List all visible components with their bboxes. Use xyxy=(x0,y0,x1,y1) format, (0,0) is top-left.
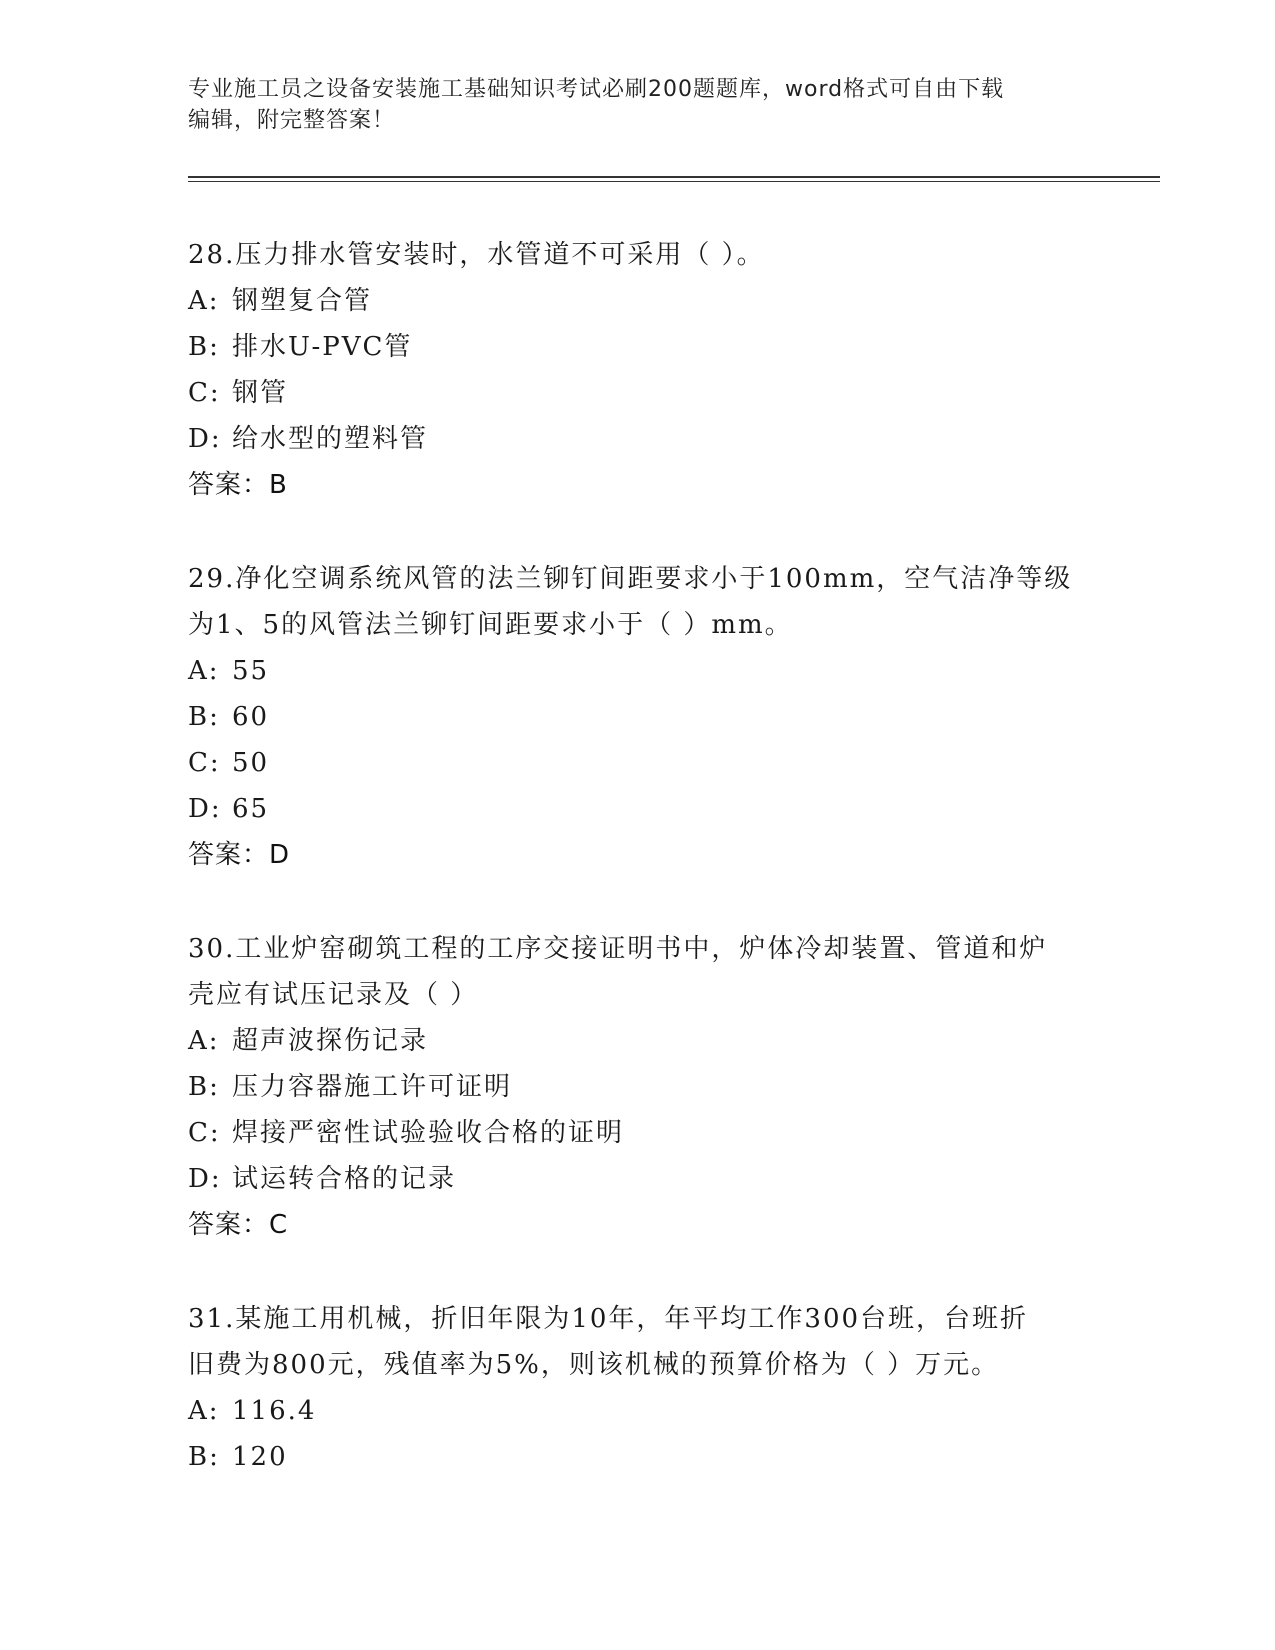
option-text: 试运转合格的记录 xyxy=(232,1164,457,1194)
option-a xyxy=(188,278,1088,324)
option-letter: B: xyxy=(188,702,220,732)
option-b xyxy=(188,324,1088,370)
option-letter: A: xyxy=(188,656,220,686)
option-text: 60 xyxy=(232,702,270,732)
option-text: 压力容器施工许可证明 xyxy=(232,1072,513,1102)
option-letter: C: xyxy=(188,1118,221,1148)
option-letter: A: xyxy=(188,1396,220,1426)
option-c xyxy=(188,1110,1088,1156)
document-header xyxy=(188,74,1068,136)
option-b xyxy=(188,694,1088,740)
answer-line: 答案：D xyxy=(188,840,291,870)
option-letter: C: xyxy=(188,748,221,778)
option-letter: A: xyxy=(188,286,220,316)
option-text: 50 xyxy=(232,748,270,778)
option-text: 65 xyxy=(232,794,270,824)
option-d xyxy=(188,786,1088,832)
option-text: 焊接严密性试验验收合格的证明 xyxy=(232,1118,625,1148)
option-text: 排水U-PVC管 xyxy=(232,332,413,362)
question-stem: 30.工业炉窑砌筑工程的工序交接证明书中，炉体冷却装置、管道和炉 xyxy=(188,934,1048,964)
option-text: 120 xyxy=(232,1442,288,1472)
question-stem-continued: 为1、5的风管法兰铆钉间距要求小于（ ）mm。 xyxy=(188,610,793,640)
question-stem-continued: 壳应有试压记录及（ ） xyxy=(188,980,479,1010)
header-line-1: 专业施工员之设备安装施工基础知识考试必刷200题题库，word格式可自由下载 xyxy=(188,77,1005,102)
option-letter: A: xyxy=(188,1026,220,1056)
header-line-2: 编辑，附完整答案！ xyxy=(188,108,396,133)
header-divider xyxy=(188,176,1160,178)
option-text: 116.4 xyxy=(232,1396,317,1426)
question-30 xyxy=(188,926,1088,1248)
answer-line: 答案：B xyxy=(188,470,288,500)
question-31 xyxy=(188,1296,1088,1480)
option-text: 给水型的塑料管 xyxy=(232,424,429,454)
option-letter: B: xyxy=(188,332,220,362)
question-stem: 28.压力排水管安装时，水管道不可采用（ ）。 xyxy=(188,240,765,270)
question-28 xyxy=(188,232,1088,508)
option-d xyxy=(188,416,1088,462)
answer-line: 答案：C xyxy=(188,1210,289,1240)
option-text: 钢管 xyxy=(232,378,289,408)
option-letter: D: xyxy=(188,424,222,454)
option-a xyxy=(188,648,1088,694)
option-a xyxy=(188,1388,1088,1434)
question-stem: 31.某施工用机械，折旧年限为10年，年平均工作300台班，台班折 xyxy=(188,1304,1029,1334)
option-text: 55 xyxy=(232,656,270,686)
option-a xyxy=(188,1018,1088,1064)
option-c xyxy=(188,740,1088,786)
option-text: 超声波探伤记录 xyxy=(232,1026,429,1056)
option-text: 钢塑复合管 xyxy=(232,286,373,316)
question-list xyxy=(188,232,1088,1528)
question-stem: 29.净化空调系统风管的法兰铆钉间距要求小于100mm，空气洁净等级 xyxy=(188,564,1073,594)
option-letter: D: xyxy=(188,794,222,824)
option-letter: B: xyxy=(188,1072,220,1102)
option-letter: C: xyxy=(188,378,221,408)
option-c xyxy=(188,370,1088,416)
option-b xyxy=(188,1434,1088,1480)
option-letter: D: xyxy=(188,1164,222,1194)
question-29 xyxy=(188,556,1088,878)
option-b xyxy=(188,1064,1088,1110)
header-divider-thin xyxy=(188,181,1160,182)
option-d xyxy=(188,1156,1088,1202)
question-stem-continued: 旧费为800元，残值率为5%，则该机械的预算价格为（ ）万元。 xyxy=(188,1350,1000,1380)
option-letter: B: xyxy=(188,1442,220,1472)
